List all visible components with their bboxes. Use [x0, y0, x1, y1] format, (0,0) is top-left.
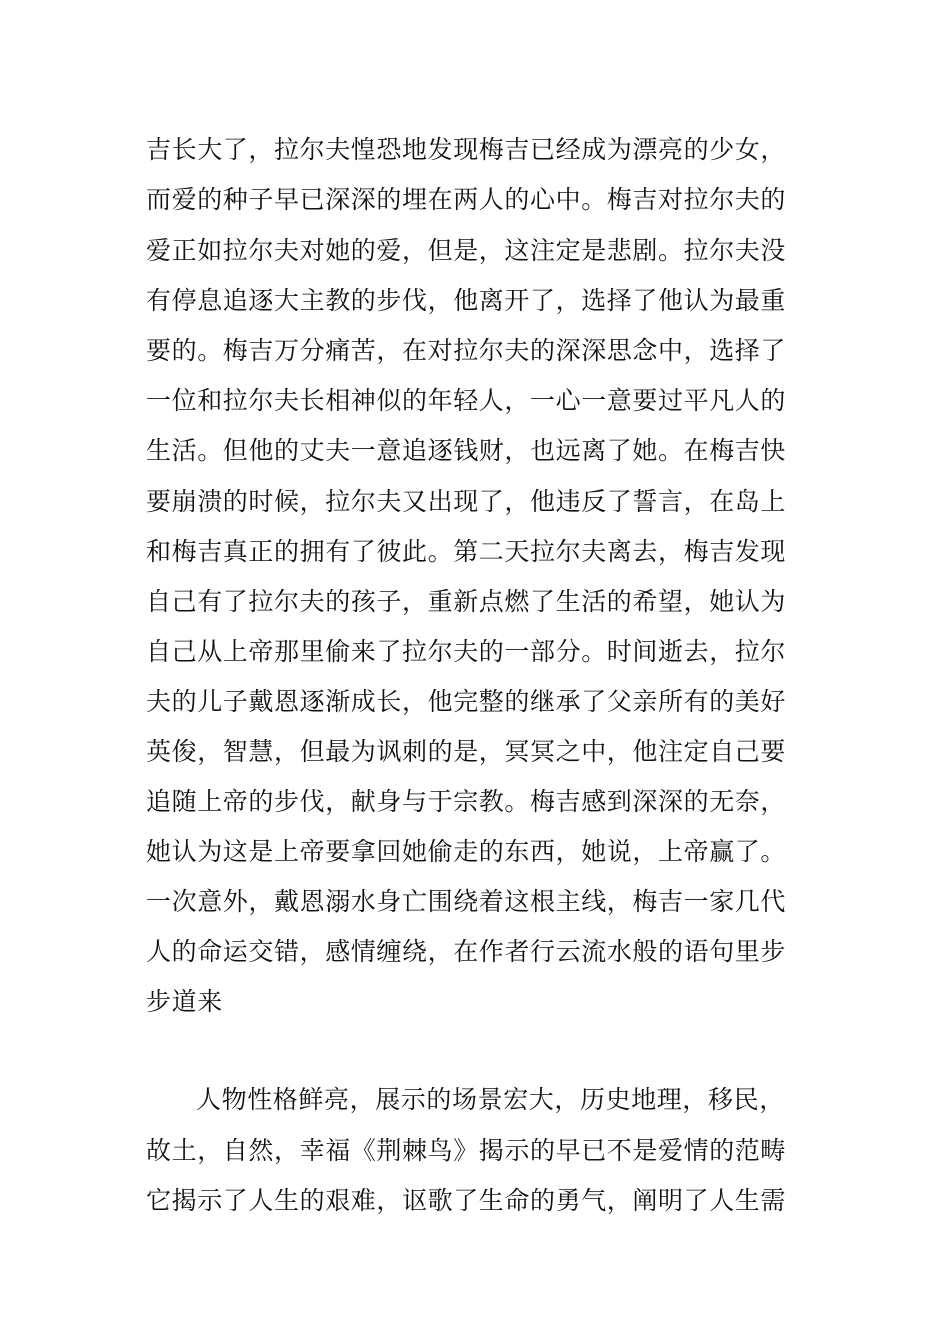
text-line: 故土，自然，幸福《荆棘鸟》揭示的早已不是爱情的范畴	[146, 1136, 787, 1165]
text-line: 和梅吉真正的拥有了彼此。第二天拉尔夫离去，梅吉发现	[146, 537, 787, 566]
text-line: 追随上帝的步伐，献身与于宗教。梅吉感到深深的无奈，	[146, 787, 787, 816]
text-line: 生活。但他的丈夫一意追逐钱财，也远离了她。在梅吉快	[146, 436, 787, 465]
text-line: 要崩溃的时候，拉尔夫又出现了，他违反了誓言，在岛上	[146, 487, 787, 516]
text-line: 吉长大了，拉尔夫惶恐地发现梅吉已经成为漂亮的少女，	[146, 135, 787, 164]
text-line: 一次意外，戴恩溺水身亡围绕着这根主线，梅吉一家几代	[146, 887, 787, 916]
text-line: 步道来	[146, 987, 223, 1016]
text-line: 自己有了拉尔夫的孩子，重新点燃了生活的希望，她认为	[146, 587, 787, 616]
text-line: 英俊，智慧，但最为讽刺的是，冥冥之中，他注定自己要	[146, 737, 787, 766]
text-line: 人物性格鲜亮，展示的场景宏大，历史地理，移民，	[196, 1085, 785, 1114]
text-line: 有停息追逐大主教的步伐，他离开了，选择了他认为最重	[146, 286, 787, 315]
text-line: 要的。梅吉万分痛苦，在对拉尔夫的深深思念中，选择了	[146, 336, 787, 365]
text-line: 一位和拉尔夫长相神似的年轻人，一心一意要过平凡人的	[146, 386, 787, 415]
text-line: 而爱的种子早已深深的埋在两人的心中。梅吉对拉尔夫的	[146, 185, 787, 214]
text-line: 夫的儿子戴恩逐渐成长，他完整的继承了父亲所有的美好	[146, 687, 787, 716]
text-line: 她认为这是上帝要拿回她偷走的东西，她说，上帝赢了。	[146, 837, 787, 866]
text-line: 人的命运交错，感情缠绕，在作者行云流水般的语句里步	[146, 937, 787, 966]
text-line: 爱正如拉尔夫对她的爱，但是，这注定是悲剧。拉尔夫没	[146, 236, 787, 265]
text-line: 自己从上帝那里偷来了拉尔夫的一部分。时间逝去，拉尔	[146, 637, 787, 666]
text-line: 它揭示了人生的艰难，讴歌了生命的勇气，阐明了人生需	[146, 1186, 787, 1215]
